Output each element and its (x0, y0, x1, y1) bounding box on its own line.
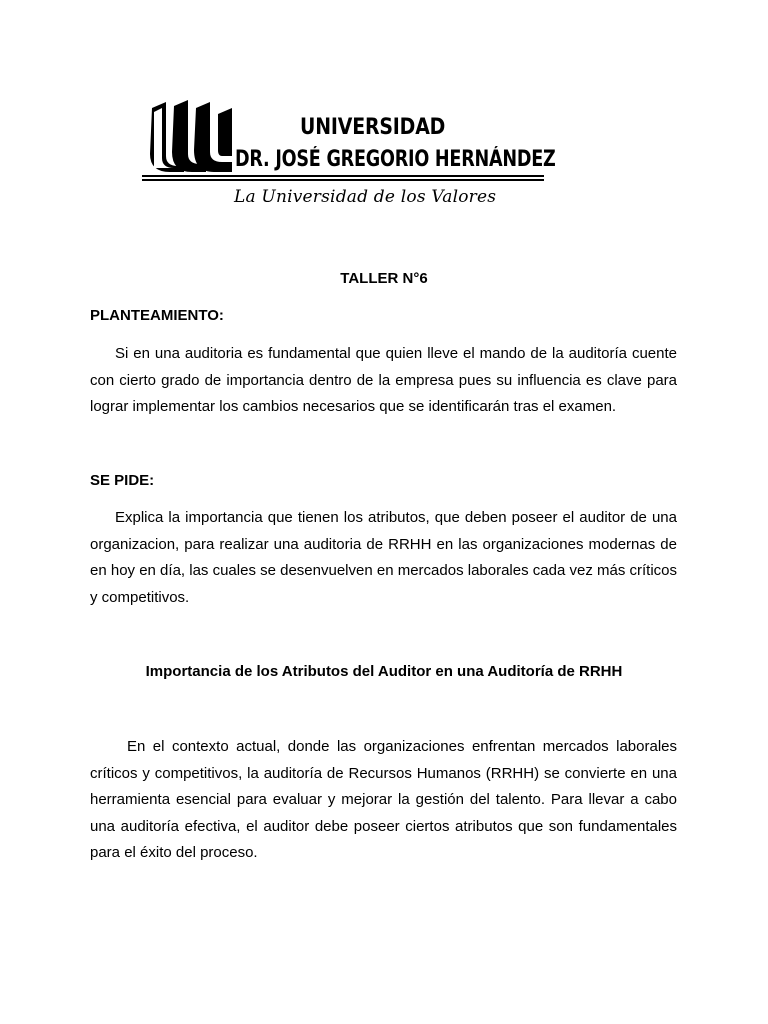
document-title: TALLER N°6 (340, 270, 428, 287)
planteamiento-paragraph: Si en una auditoria es fundamental que quien lleve el mando de la auditoría cuente con cierto grado de importancia dentro de la empresa pues su influencia es clave para lograr implementar los cambios necesarios que se identificarán tras el examen. (90, 345, 677, 415)
logo-university-name: DR. JOSÉ GREGORIO HERNÁNDEZ (235, 147, 556, 172)
essay-subtitle: Importancia de los Atributos del Auditor en una Auditoría de RRHH (145, 663, 623, 680)
logo-university-label: UNIVERSIDAD (300, 115, 446, 140)
university-emblem-icon (144, 98, 236, 174)
section-heading-se-pide: SE PIDE: (90, 472, 155, 489)
logo-divider (142, 175, 544, 183)
section-heading-planteamiento: PLANTEAMIENTO: (90, 307, 224, 324)
se-pide-paragraph: Explica la importancia que tienen los atributos, que deben poseer el auditor de una organizacion, para realizar una auditoria de RRHH en las organizaciones modernas de en hoy en día, las cuales se desenvuelven en mercados laborales cada vez más críticos y competitivos. (90, 509, 677, 606)
university-logo (140, 98, 556, 213)
essay-body-paragraph: En el contexto actual, donde las organizaciones enfrentan mercados laborales críticos y competitivos, la auditoría de Recursos Humanos (RRHH) se convierte en una herramienta esencial para evaluar y mejorar la gestión del talento. Para llevar a cabo una auditoría efectiva, el auditor debe poseer ciertos atributos que son fundamentales para el éxito del proceso. (90, 738, 677, 861)
logo-tagline: La Universidad de los Valores (234, 187, 497, 207)
